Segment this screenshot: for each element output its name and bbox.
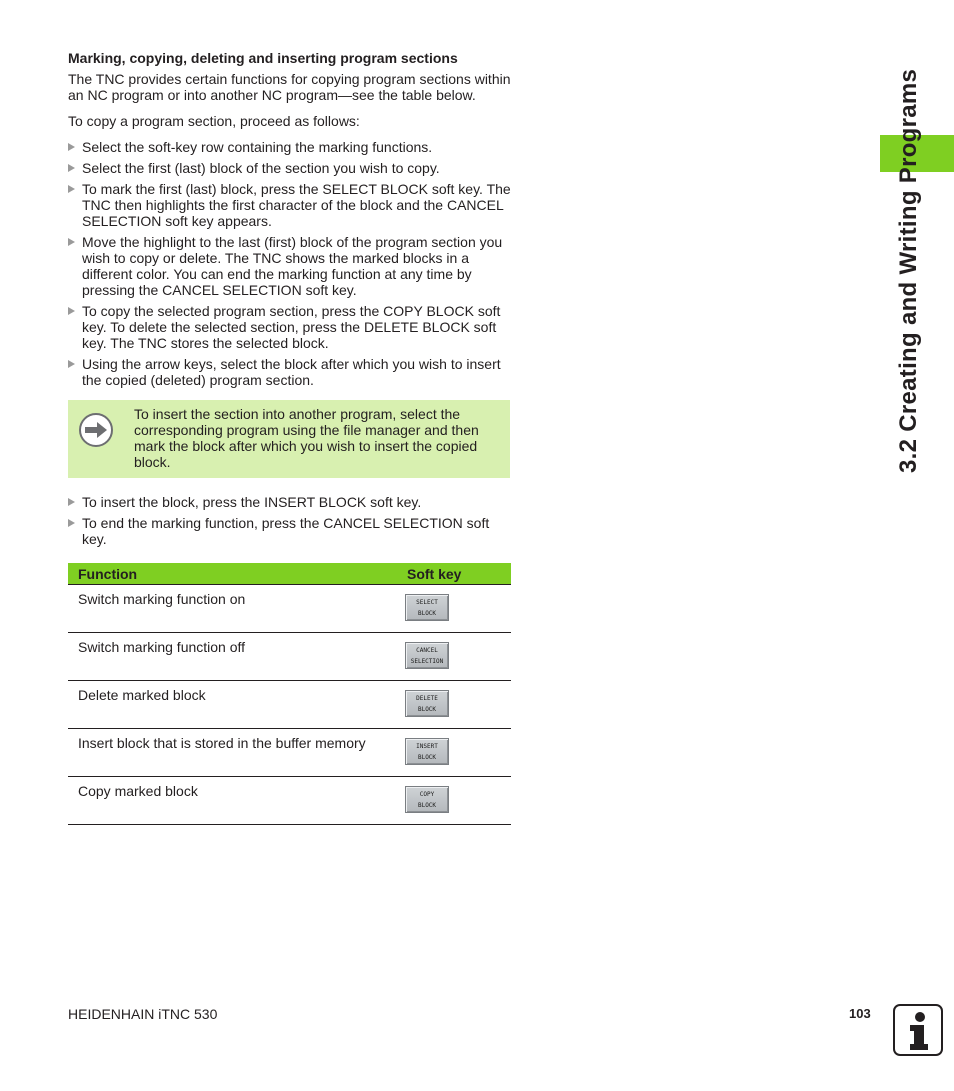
delete-block-softkey[interactable]: DELETE BLOCK bbox=[405, 690, 449, 717]
info-glyph-icon bbox=[895, 1006, 941, 1054]
bullet-triangle-icon bbox=[68, 164, 75, 172]
info-icon bbox=[893, 1004, 943, 1056]
table-header-row bbox=[68, 563, 511, 585]
select-block-softkey[interactable]: SELECT BLOCK bbox=[405, 594, 449, 621]
header-softkey: Soft key bbox=[397, 563, 511, 585]
table-row bbox=[68, 585, 511, 633]
table-row bbox=[68, 681, 511, 729]
copy-block-softkey[interactable]: COPY BLOCK bbox=[405, 786, 449, 813]
bullet-triangle-icon bbox=[68, 238, 75, 246]
bullet-triangle-icon bbox=[68, 307, 75, 315]
step-item: Select the soft-key row containing the marking functions. bbox=[68, 139, 513, 155]
bullet-triangle-icon bbox=[68, 519, 75, 527]
note-text: To insert the section into another program, select the corresponding program using the file manager and then mark the block after which you wish to insert the copied block. bbox=[134, 406, 479, 470]
step-item: To copy the selected program section, press the COPY BLOCK soft key. To delete the selected section, press the DELETE BLOCK soft key. The TNC stores the selected block. bbox=[68, 303, 513, 351]
bullet-triangle-icon bbox=[68, 185, 75, 193]
bullet-triangle-icon bbox=[68, 498, 75, 506]
function-cell: Switch marking function on bbox=[68, 585, 397, 633]
steps-list-b bbox=[68, 494, 513, 547]
arrow-right-icon bbox=[78, 412, 114, 448]
bullet-triangle-icon bbox=[68, 143, 75, 151]
function-cell: Copy marked block bbox=[68, 777, 397, 825]
table-row bbox=[68, 633, 511, 681]
step-item: Using the arrow keys, select the block after which you wish to insert the copied (deleted) program section. bbox=[68, 356, 513, 388]
step-item: To end the marking function, press the CANCEL SELECTION soft key. bbox=[68, 515, 513, 547]
bullet-triangle-icon bbox=[68, 360, 75, 368]
step-item: Move the highlight to the last (first) block of the program section you wish to copy or delete. The TNC shows the marked blocks in a different color. You can end the marking function at any time by pressing the CANCEL SELECTION soft key. bbox=[68, 234, 513, 298]
function-cell: Switch marking function off bbox=[68, 633, 397, 681]
section-heading: Marking, copying, deleting and inserting program sections bbox=[68, 50, 458, 66]
main-content bbox=[68, 50, 513, 825]
note-box bbox=[68, 400, 510, 478]
footer-product: HEIDENHAIN iTNC 530 bbox=[68, 1006, 218, 1022]
header-function: Function bbox=[68, 563, 397, 585]
function-table bbox=[68, 563, 511, 825]
table-row bbox=[68, 777, 511, 825]
copy-lead-paragraph: To copy a program section, proceed as follows: bbox=[68, 113, 360, 129]
step-item: To mark the first (last) block, press the SELECT BLOCK soft key. The TNC then highlights the first character of the block and the CANCEL SELECTION soft key appears. bbox=[68, 181, 513, 229]
step-item: Select the first (last) block of the section you wish to copy. bbox=[68, 160, 513, 176]
steps-list-a bbox=[68, 139, 513, 388]
step-item: To insert the block, press the INSERT BLOCK soft key. bbox=[68, 494, 513, 510]
intro-paragraph: The TNC provides certain functions for copying program sections within an NC program or into another NC program—see the table below. bbox=[68, 71, 511, 103]
chapter-title: 3.2 Creating and Writing Programs bbox=[895, 68, 922, 473]
function-cell: Delete marked block bbox=[68, 681, 397, 729]
function-cell: Insert block that is stored in the buffer memory bbox=[68, 729, 397, 777]
insert-block-softkey[interactable]: INSERT BLOCK bbox=[405, 738, 449, 765]
cancel-selection-softkey[interactable]: CANCEL SELECTION bbox=[405, 642, 449, 669]
table-row bbox=[68, 729, 511, 777]
page-number: 103 bbox=[849, 1006, 871, 1021]
